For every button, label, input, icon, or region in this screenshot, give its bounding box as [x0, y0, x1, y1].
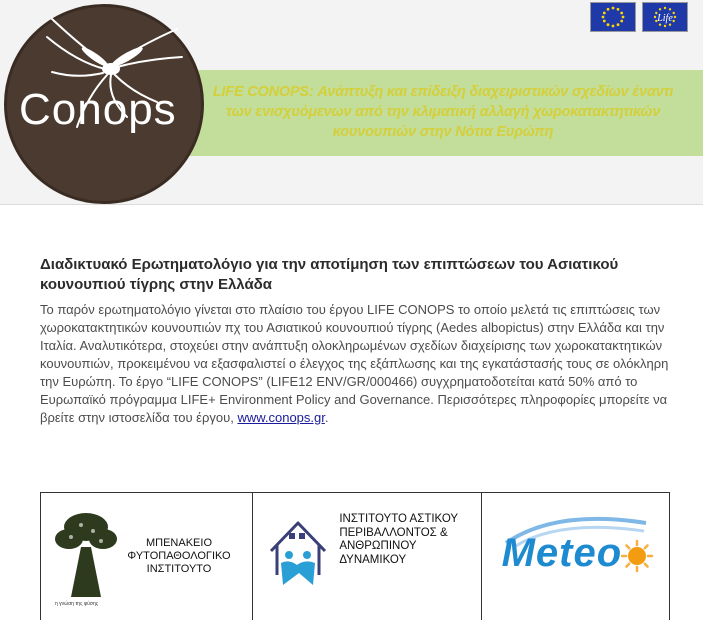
- eu-flag-icon: [590, 2, 636, 32]
- life-flag-icon: [642, 2, 688, 32]
- intro-body: Το παρόν ερωτηματολόγιο γίνεται στο πλαίσιο του έργου LIFE CONOPS το οποίο μελετά τις επιπτώσεις των χωροκατακτητικών κουνουπιών πχ του Ασιατικού κουνουπιού τίγρης (Aedes albopictus) στην Ελλάδα και την Ιταλία. Αναλυτικότερα, στοχεύει στην ανάπτυξη ολοκληρωμένων σχεδίων διαχείρισης των χωροκατακτητικών κουνουπιών, προκειμένου να εξασφαλιστεί ο έλεγχος της εξάπλωσης και της εγκατάστασής τους σε ολόκληρη την Ευρώπη. Το έργο “LIFE CONOPS” (LIFE12 ENV/GR/000466) συγχρηματοδοτείται κατά 50% από το Ευρωπαϊκό πρόγραμμα LIFE+ Environment Policy and Governance. Περισσότερες πληροφορίες μπορείτε να βρείτε στην ιστοσελίδα του έργου,: [40, 302, 669, 425]
- life-flag-text: Life: [657, 13, 673, 24]
- partner-meteo[interactable]: [482, 493, 669, 620]
- partner-logos: [40, 492, 670, 620]
- meteo-logo-text: Meteo: [501, 531, 623, 575]
- header: [0, 0, 703, 210]
- conops-logo[interactable]: [4, 4, 204, 204]
- page-title: Διαδικτυακό Ερωτηματολόγιο για την αποτίμηση των επιπτώσεων του Ασιατικού κουνουπιού τίγρης στην Ελλάδα: [40, 256, 619, 293]
- partner-iapad[interactable]: [253, 493, 481, 620]
- sun-icon: [620, 539, 654, 573]
- intro-suffix: .: [324, 410, 329, 425]
- intro-text: [40, 301, 670, 427]
- iapad-name: ΙΝΣΤΙΤΟΥΤΟ ΑΣΤΙΚΟΥ ΠΕΡΙΒΑΛΛΟΝΤΟΣ & ΑΝΘΡΩΠΙΝΟΥ ΔΥΝΑΜΙΚΟΥ: [339, 513, 458, 566]
- logo-text: Conops: [19, 85, 177, 134]
- banner-title: LIFE CONOPS: Ανάπτυξη και επίδειξη διαχειριστικών σχεδίων έναντι των ενισχυόμενων από την κλιματική αλλαγή χωροκατακτητικών κουνουπιών στην Νότια Ευρώπη: [212, 84, 674, 140]
- conops-link[interactable]: www.conops.gr: [237, 410, 325, 425]
- questionnaire-intro: [40, 255, 670, 427]
- benaki-name: ΜΠΕΝΑΚΕΙΟ ΦΥΤΟΠΑΘΟΛΟΓΙΚΟ ΙΝΣΤΙΤΟΥΤΟ: [127, 537, 231, 575]
- partner-benaki[interactable]: [41, 493, 253, 620]
- olive-tree-icon: [51, 507, 121, 607]
- house-icon: [263, 513, 333, 593]
- benaki-caption: η γνώση της φύσης: [55, 601, 99, 607]
